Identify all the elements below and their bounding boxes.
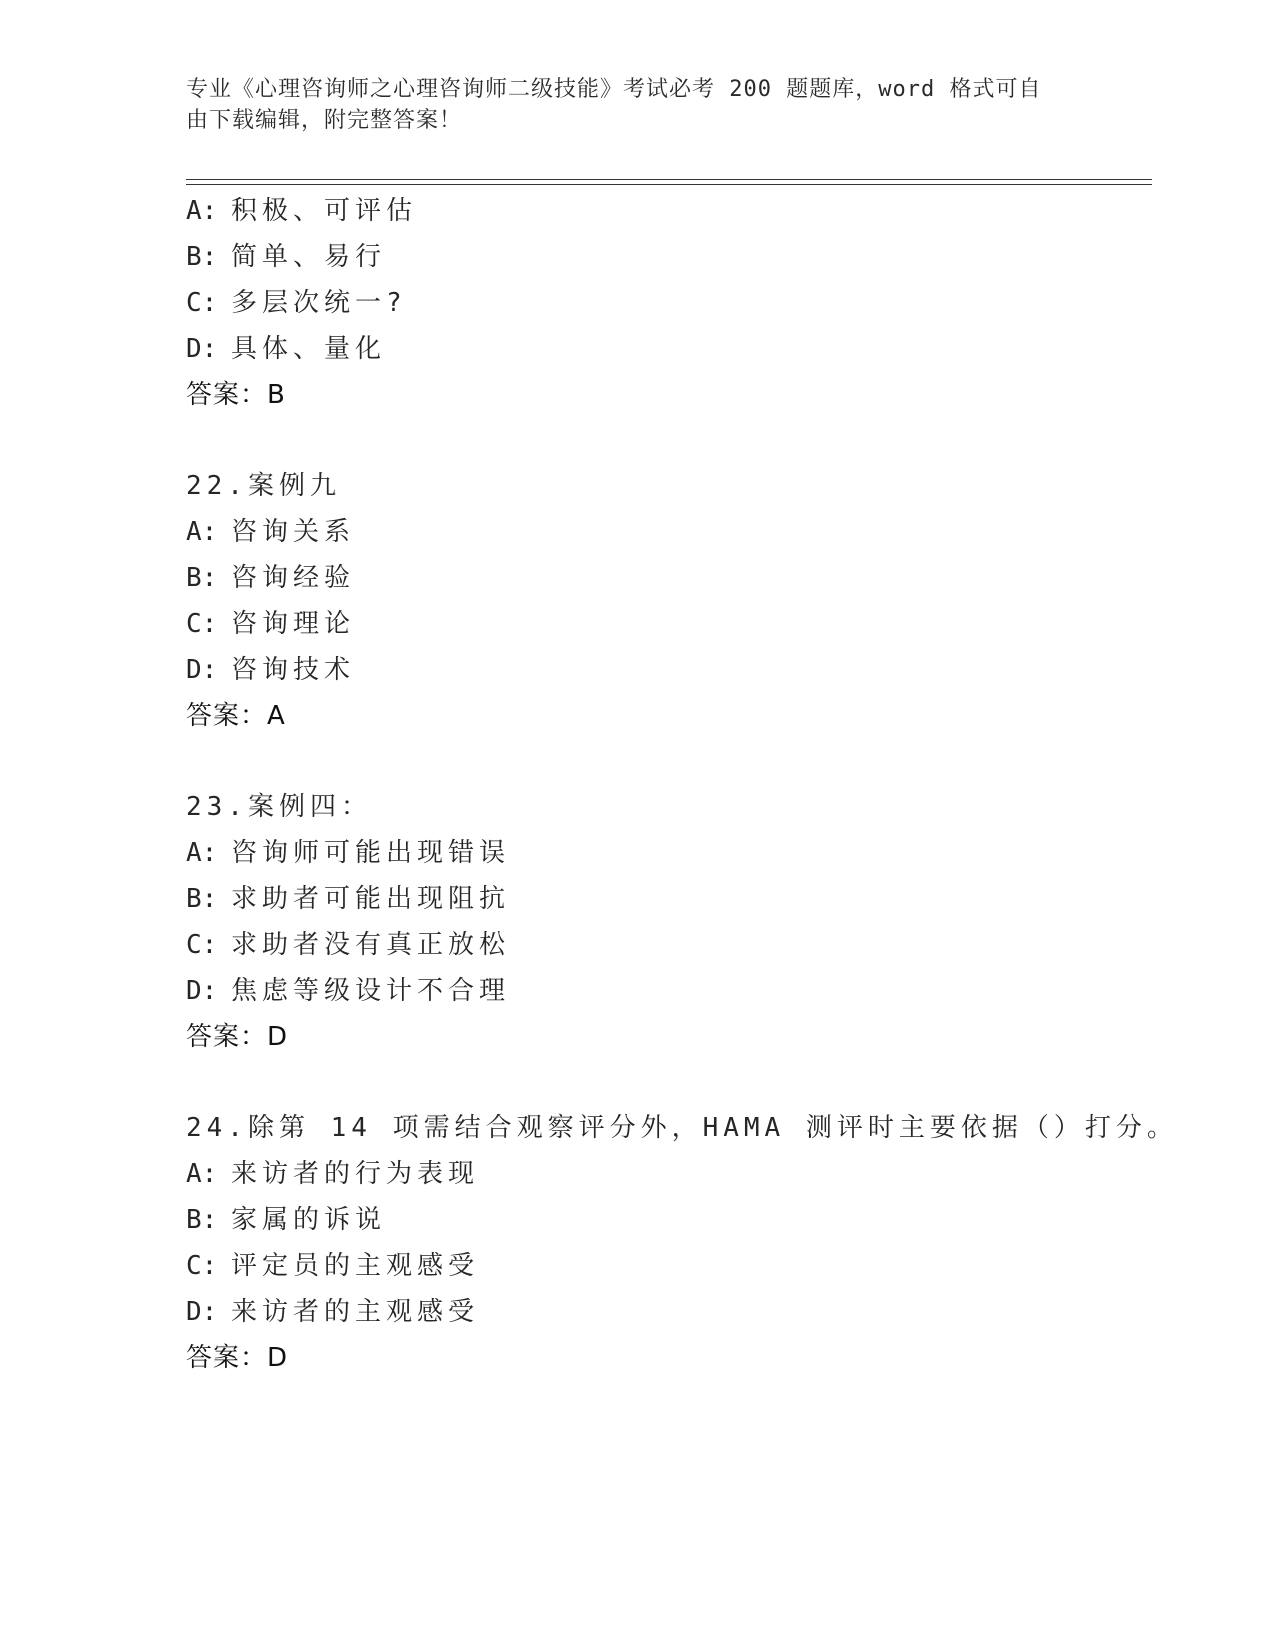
option-d: D: 咨询技术 [186,655,356,685]
answer-line: 答案：A [186,701,286,731]
question-title: 23.案例四： [186,792,372,822]
option-b: B: 咨询经验 [186,563,356,593]
answer-line: 答案：B [186,380,286,410]
option-a: A: 咨询关系 [186,517,356,547]
spacer [186,1060,1152,1105]
option-b: B: 求助者可能出现阻抗 [186,884,511,914]
option-d: D: 具体、量化 [186,334,387,364]
option-a: A: 咨询师可能出现错误 [186,838,511,868]
question-block-21 [186,188,1152,418]
option-c: C: 多层次统一? [186,288,407,318]
option-c: C: 咨询理论 [186,609,356,639]
option-c: C: 评定员的主观感受 [186,1251,480,1281]
option-d: D: 焦虑等级设计不合理 [186,976,511,1006]
spacer [186,418,1152,463]
option-b: B: 简单、易行 [186,242,387,272]
header-line-1: 专业《心理咨询师之心理咨询师二级技能》考试必考 200 题题库，word 格式可自 [186,77,1042,102]
header-rule-bottom [186,184,1152,185]
header-line-2: 由下载编辑，附完整答案！ [186,108,463,133]
option-a: A: 来访者的行为表现 [186,1159,480,1189]
question-list [186,188,1178,1381]
document-header [186,74,1066,136]
question-title: 22.案例九 [186,471,341,501]
answer-line: 答案：D [186,1343,289,1373]
option-c: C: 求助者没有真正放松 [186,930,511,960]
question-block-23 [186,784,1152,1060]
spacer [186,739,1152,784]
option-b: B: 家属的诉说 [186,1205,387,1235]
answer-line: 答案：D [186,1022,289,1052]
option-a: A: 积极、可评估 [186,196,418,226]
option-d: D: 来访者的主观感受 [186,1297,480,1327]
question-title: 24.除第 14 项需结合观察评分外，HAMA 测评时主要依据（）打分。 [186,1113,1178,1143]
question-block-22 [186,463,1152,739]
header-rule-top [186,179,1152,180]
question-block-24 [186,1105,1178,1381]
